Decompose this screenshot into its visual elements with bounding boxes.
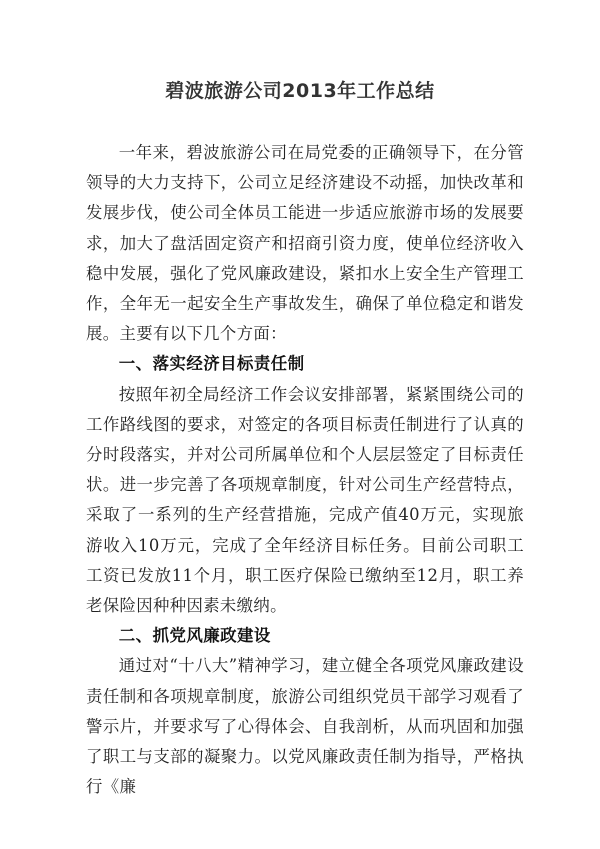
- document-body: [86, 138, 524, 802]
- section-body-party-integrity: 通过对“十八大”精神学习，建立健全各项党风廉政建设责任制和各项规章制度，旅游公司组织党员干部学习观看了警示片，并要求写了心得体会、自我剖析，从而巩固和加强了职工与支部的凝聚力。以党风廉政责任制为指导，严格执行《廉: [86, 656, 524, 797]
- section-body-economic-targets: 按照年初全局经济工作会议安排部署，紧紧围绕公司的工作路线图的要求，对签定的各项目标责任制进行了认真的分时段落实，并对公司所属单位和个人层层签定了目标责任状。进一步完善了各项规章制度，针对公司生产经营特点，采取了一系列的生产经营措施，完成产值40万元，实现旅游收入10万元，完成了全年经济目标任务。目前公司职工工资已发放11个月，职工医疗保险已缴纳至12月，职工养老保险因种种因素未缴纳。: [86, 384, 524, 616]
- intro-paragraph: 一年来，碧波旅游公司在局党委的正确领导下，在分管领导的大力支持下，公司立足经济建设不动摇，加快改革和发展步伐，使公司全体员工能进一步适应旅游市场的发展要求，加大了盘活固定资产和招商引资力度，使单位经济收入稳中发展，强化了党风廉政建设，紧扣水上安全生产管理工作，全年无一起安全生产事故发生，确保了单位稳定和谐发展。主要有以下几个方面：: [86, 143, 524, 344]
- section-heading-economic-targets: 一、落实经济目标责任制: [118, 354, 305, 374]
- document-title: 碧波旅游公司2013年工作总结: [165, 80, 435, 102]
- section-heading-party-integrity: 二、抓党风廉政建设: [118, 626, 271, 646]
